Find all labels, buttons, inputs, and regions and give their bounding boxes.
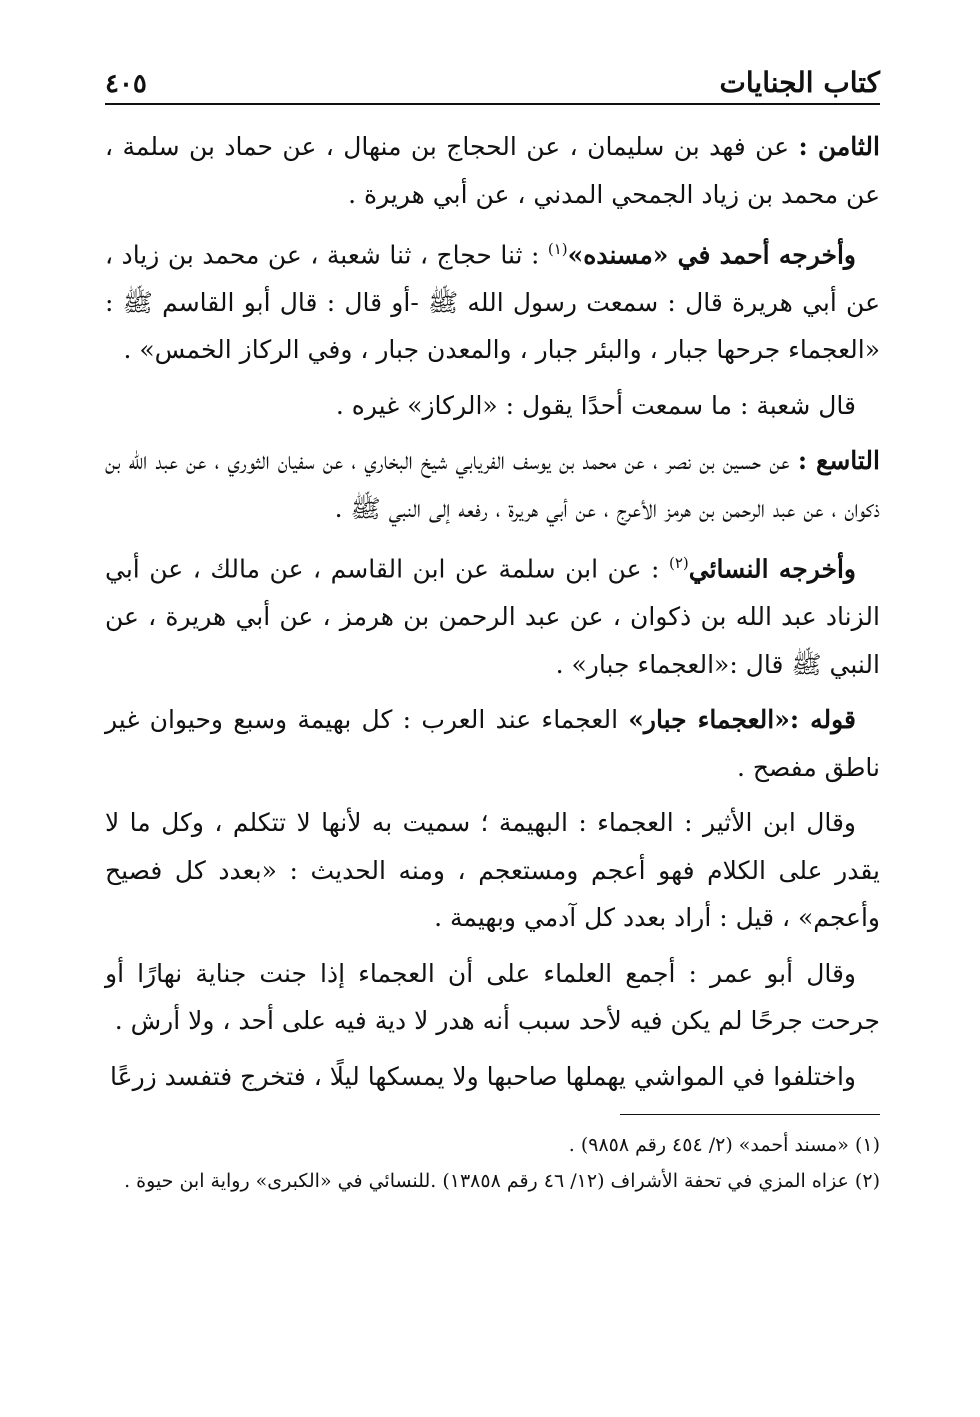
footnote-ref: (٢): [668, 554, 689, 573]
page-number: ٤٠٥: [105, 69, 147, 99]
paragraph-text: وقال أبو عمر : أجمع العلماء على أن العجماء إذا جنت جناية نهارًا أو جرحت جرحًا لم يكن فيه لأحد سبب أنه هدر لا دية فيه على أحد ، ولا أرش .: [105, 958, 880, 1036]
paragraph-lead: قوله :«العجماء جبار»: [628, 705, 856, 735]
footnotes: [105, 1127, 880, 1199]
paragraph: [105, 1053, 880, 1101]
paragraph-text: عن حسين بن نصر ، عن محمد بن يوسف الفريابي شيخ البخاري ، عن سفيان الثوري ، عن عبد الله بن ذكوان ، عن عبد الرحمن بن هرمز الأعرج ، عن أبي هريرة ، رفعه إلى النبي ﷺ .: [105, 446, 880, 523]
chapter-title: كتاب الجنايات: [719, 66, 880, 99]
paragraph-lead: وأخرجه أحمد في «مسنده»: [567, 240, 856, 270]
footnote-ref: (١): [547, 240, 568, 258]
paragraph-text: قال شعبة : ما سمعت أحدًا يقول : «الركاز» غيره .: [335, 390, 856, 420]
footnote: (٢) عزاه المزي في تحفة الأشراف (١٢/ ٤٦ رقم ١٣٨٥٨) .للنسائي في «الكبرى» رواية ابن حيوة .: [124, 1170, 880, 1193]
paragraph-lead: الثامن :: [798, 132, 880, 161]
paragraph: [105, 123, 880, 218]
paragraph: [105, 437, 880, 532]
running-header: [105, 55, 880, 105]
paragraph-text: : عن ابن سلمة عن ابن القاسم ، عن مالك ، عن أبي الزناد عبد الله بن ذكوان ، عن عبد الرحمن بن هرمز ، عن أبي هريرة ، عن النبي ﷺ قال :«العجماء جبار» .: [105, 554, 880, 679]
paragraph-lead: التاسع :: [797, 446, 880, 476]
footnote-divider: [620, 1114, 880, 1115]
paragraph: [105, 696, 880, 791]
paragraph: [105, 226, 880, 374]
paragraph-text: وقال ابن الأثير : العجماء : البهيمة ؛ سميت به لأنها لا تتكلم ، وكل ما لا يقدر على الكلام فهو أعجم ومستعجم ، ومنه الحديث : «بعدد كل فصيح وأعجم» ، قيل : أراد بعدد كل آدمي وبهيمة .: [105, 808, 880, 933]
paragraph-text: العجماء عند العرب : كل بهيمة وسبع وحيوان غير ناطق مفصح .: [105, 705, 880, 782]
paragraph-text: : ثنا حجاج ، ثنا شعبة ، عن محمد بن زياد ، عن أبي هريرة قال : سمعت رسول الله ﷺ -أو قال : قال أبو القاسم ﷺ : «العجماء جرحها جبار ، والبئر جبار ، والمعدن جبار ، وفي الركاز الخمس» .: [105, 240, 880, 365]
footnote: (١) «مسند أحمد» (٢/ ٤٥٤ رقم ٩٨٥٨) .: [568, 1134, 880, 1157]
paragraph: [105, 950, 880, 1045]
paragraph: [105, 799, 880, 942]
paragraph: [105, 382, 880, 430]
paragraph-lead: وأخرجه النسائي: [688, 554, 856, 584]
paragraph-text: واختلفوا في المواشي يهملها صاحبها ولا يمسكها ليلًا ، فتخرج فتفسد زرعًا: [110, 1061, 856, 1091]
paragraph-text: عن فهد بن سليمان ، عن الحجاج بن منهال ، عن حماد بن سلمة ، عن محمد بن زياد الجمحي المدني ، عن أبي هريرة .: [105, 132, 880, 209]
book-page: [105, 55, 880, 1199]
paragraph: [105, 540, 880, 688]
main-text: [105, 123, 880, 1100]
